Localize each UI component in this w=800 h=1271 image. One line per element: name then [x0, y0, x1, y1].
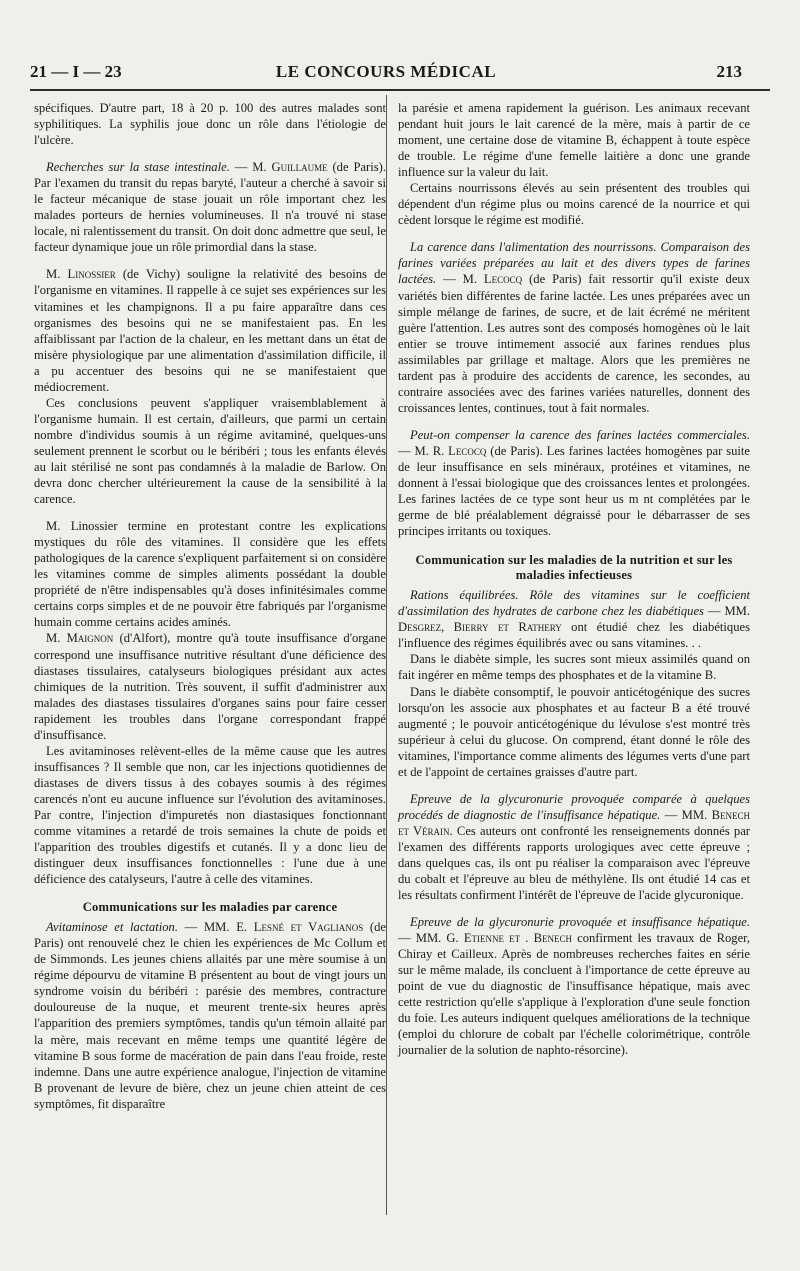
paragraph: Ces conclusions peuvent s'appliquer vraisemblablement à l'organisme humain. Il est certain, d'ailleurs, que parmi un certain nombre d'individus soumis à un régime avitaminé, quelques-uns seulement prennent le scorbut ou le béribéri ; tous les enfants élevés au lait stérilisé ne sont pas condamnés à la maladie de Barlow. On devra donc chercher ultérieurement la cause de la sensibilité à la carence.	[34, 395, 386, 507]
article-title: Avitaminose et lactation.	[46, 920, 178, 935]
article-title: La carence dans l'alimentation des nourrissons. Comparaison des farines variées préparées au lait et des divers types de farines lactées.	[398, 240, 750, 287]
right-column	[398, 100, 750, 1059]
paragraph	[34, 266, 386, 394]
paragraph: Rations équilibrées. Rôle des vitamines sur le coefficient d'assimilation des hydrates de carbone chez les diabétiques — MM. Desgrez, Bierry et Rathery ont étudié chez les diabétiques l'influence des régimes équilibrés avec ou sans vitamines. . .	[398, 588, 750, 651]
article-title: Rations équilibrées. Rôle des vitamines sur le coefficient d'assimilation des hydrates de carbone chez les diabétiques	[398, 588, 750, 619]
article-body: Ces auteurs ont confronté les renseignements donnés par l'examen des différents rapports urologiques avec cette épreuve ; dans quelques cas, ils ont pu réaliser la comparaison avec l'épreuve du cobalt et l'épreuve au bleu de méthylène. Ils ont étudié 14 cas et les résultats confirment l'intérêt de l'épreuve de l'acide glycuronique.	[398, 823, 751, 903]
paragraph: Les avitaminoses relèvent-elles de la même cause que les autres insuffisances ? Il semble que non, car les injections quotidiennes de diastases de divers tissus à des cobayes soumis à des régimes carencés n'ont eu aucune influence sur l'évolution des avitaminoses. Par contre, l'injection d'impuretés non diastasiques fonctionnant comme vitamines a retardé de trois semaines la chute de poids et l'apparition des troubles digestifs et cutanés. Il y a donc lieu de distinguer deux insuffisances fonctionnelles : l'une due à une déficience des catalyseurs, l'autre à celle des vitamines.	[34, 743, 386, 887]
paragraph: Dans le diabète simple, les sucres sont mieux assimilés quand on fait ingérer en même temps des phosphates et de la vitamine B.	[398, 652, 750, 683]
paragraph: Certains nourrissons élevés au sein présentent des troubles qui dépendent d'un régime plus ou moins carencé de la nourrice et qui cèdent lorsque le régime est modifié.	[398, 181, 750, 228]
section-heading: Communications sur les maladies par carence	[82, 900, 338, 915]
paragraph: La carence dans l'alimentation des nourrissons. Comparaison des farines variées préparées au lait et des divers types de farines lactées. — M. Lecocq (de Paris) fait ressortir qu'il existe deux variétés bien différentes de farine lactée. Les unes préparées avec un simple mélange de farines, de sucre, et de lait écrémé ne méritent guère l'attention. Les autres sont des composés homogènes où le lait entier se trouve intimement associé aux farines rendues plus assimilables par grillage et maltage. Alors que les premières ne tardent pas à produire des accidents de carence, les secondes, au contraire associées avec des farines variées naturelles, donnent des croissances lentes, continues, tout à fait normales.	[398, 240, 750, 415]
paragraph: spécifiques. D'autre part, 18 à 20 p. 100 des autres malades sont syphilitiques. La syphilis joue donc un rôle dans l'étiologie de l'ulcère.	[34, 101, 386, 148]
author: MM. Benech et Vérain.	[398, 807, 750, 838]
author: MM. Desgrez, Bierry et Rathery	[398, 604, 750, 635]
header-rule	[30, 89, 770, 91]
column-divider	[386, 95, 387, 1215]
paragraph: Recherches sur la stase intestinale. — M. Guillaume (de Paris). Par l'examen du transit du repas baryté, l'auteur a cherché à savoir si le facteur mécanique de stase jouait un rôle important chez les malades porteurs de hernies volumineuses. Il n'a trouvé ni stase locale, ni ralentissement du transit. On doit donc admettre que seul, le facteur dynamique joue un rôle primordial dans la stase.	[34, 160, 386, 255]
article-body: confirment les travaux de Roger, Chiray et Cailleux. Après de nombreuses recherches faites en série sur le même malade, ils concluent à l'importance de cette épreuve au point de vue du diagnostic de l'insuffisance hépatique, mais avec cette restriction qu'elle s'applique à l'exploration d'une seule fonction du foie. Les auteurs indiquent quelques améliorations de la technique (emploi du chlorure de cobalt par l'échelle colorimétrique, contrôle journalier de la solution de naphto-résorcine).	[398, 931, 751, 1058]
author: M. Lecocq	[462, 272, 523, 287]
article-title: Peut-on compenser la carence des farines lactées commerciales.	[410, 427, 750, 442]
author: M. Maignon	[46, 631, 114, 646]
article-body: (de Paris). Les farines lactées homogènes par suite de leur insuffisance en sels minéraux, protéines et vitamines, ne donnent à l'essai biologique que des croissances lentes et prolongées. Les farines lactées de ce type sont heur us m nt complétées par le germe de blé préalablement dégraissé pour le débarrasser de ses principes irritants ou toxiques.	[398, 443, 750, 539]
article-body: (de Paris). Par l'examen du transit du repas baryté, l'auteur a cherché à savoir si le facteur mécanique de stase jouait un rôle important chez les malades porteurs de hernies volumineuses. Il n'a trouvé ni stase locale, ni ralentissement du transit. On doit donc admettre que seul, le facteur dynamique joue un rôle primordial dans la stase.	[34, 160, 386, 255]
article-title: Epreuve de la glycuronurie provoquée et insuffisance hépatique.	[410, 915, 750, 930]
author: M. Linossier	[46, 267, 116, 282]
article-body: (de Vichy) souligne la relativité des besoins de l'organisme en vitamines. Il rappelle à ce sujet ses expériences sur les vitamines et les champignons. Il a pu faire apparaître dans ces organismes des besoins qui ne se manifestaient pas. En les affaiblissant par l'action de la chaleur, en les mettant dans un état de misère physiologique par une alimentation d'assimilation difficile, il a pu accentuer des besoins qui ne se manifestaient que médiocrement.	[34, 267, 386, 394]
author: MM. E. Lesné et Vaglianos	[203, 920, 364, 935]
paragraph: Epreuve de la glycuronurie provoquée comparée à quelques procédés de diagnostic de l'insuffisance hépatique. — MM. Benech et Vérain. Ces auteurs ont confronté les renseignements donnés par l'examen des différents rapports urologiques avec cette épreuve ; dans quelques cas, ils ont pu réaliser la comparaison avec l'épreuve du cobalt et l'épreuve au bleu de méthylène. Ils ont étudié 14 cas et les résultats confirment l'intérêt de l'épreuve de l'acide glycuronique.	[398, 791, 751, 903]
left-column	[34, 100, 386, 1112]
page-number: 213	[716, 62, 742, 81]
article-body: (de Paris) ont renouvelé chez le chien les expériences de Mc Collum et de Simmonds. Les jeunes chiens allaités par une mère soumise à un régime dépourvu de vitamine B présentent au bout de vingt jours un syndrome voisin du béribéri : parésie des membres, contracture douloureuse de la nuque, et meurent trente-six heures après l'apparition des premiers symptômes, tandis qu'un témoin allaité par la mère, mais recevant en même temps une quantité légère de vitamine B sous forme de macération de pain dans l'eau froide, reste indemne. Dans une autre expérience analogue, l'injection de vitamine B provenant de levure de bière, chez un jeune chien atteint de ces symptômes, fit disparaître	[34, 920, 386, 1111]
paragraph: Peut-on compenser la carence des farines lactées commerciales. — M. R. Lecocq (de Paris). Les farines lactées homogènes par suite de leur insuffisance en sels minéraux, protéines et vitamines, ne donnent à l'essai biologique que des croissances lentes et prolongées. Les farines lactées de ce type sont heur us m nt complétées par le germe de blé préalablement dégraissé pour le débarrasser de ses principes irritants ou toxiques.	[398, 427, 750, 539]
paragraph: la parésie et amena rapidement la guérison. Les animaux recevant pendant huit jours le lait carencé de la mère, mais à partir de ce moment, une certaine dose de vitamine B, échappent à toute espèce de trouble. Le régime d'une femelle laitière a donc une grande influence sur la valeur du lait.	[398, 101, 750, 180]
article-title: Recherches sur la stase intestinale.	[46, 160, 230, 175]
article-body: (de Paris) fait ressortir qu'il existe deux variétés bien différentes de farine lactée. Les unes préparées avec un simple mélange de farines, de sucre, et de lait écrémé ne méritent guère l'attention. Les autres sont des composés homogènes où le lait entier se trouve intimement associé aux farines rendues plus assimilables par grillage et maltage. Alors que les premières ne tardent pas à produire des accidents de carence, les secondes, au contraire associées avec des farines variées naturelles, donnent des croissances lentes, continues, tout à fait normales.	[398, 272, 750, 415]
author: MM. G. Etienne et . Benech	[415, 931, 572, 946]
paragraph: Epreuve de la glycuronurie provoquée et insuffisance hépatique. — MM. G. Etienne et . Benech confirment les travaux de Roger, Chiray et Cailleux. Après de nombreuses recherches faites en série sur le même malade, ils concluent à l'importance de cette épreuve au point de vue du diagnostic de l'insuffisance hépatique, mais avec cette restriction qu'elle s'applique à l'exploration d'une seule fonction du foie. Les auteurs indiquent quelques améliorations de la technique (emploi du chlorure de cobalt par l'échelle colorimétrique, contrôle journalier de la solution de naphto-résorcine).	[398, 915, 751, 1058]
page-header	[30, 62, 742, 86]
author: M. R. Lecocq	[414, 443, 487, 458]
article-title: Epreuve de la glycuronurie provoquée comparée à quelques procédés de diagnostic de l'insuffisance hépatique.	[398, 791, 750, 822]
paragraph: Avitaminose et lactation. — MM. E. Lesné et Vaglianos (de Paris) ont renouvelé chez le chien les expériences de Mc Collum et de Simmonds. Les jeunes chiens allaités par une mère soumise à un régime dépourvu de vitamine B présentent au bout de vingt jours un syndrome voisin du béribéri : parésie des membres, contracture douloureuse de la nuque, et meurent trente-six heures après l'apparition des premiers symptômes, tandis qu'un témoin allaité par la mère, mais recevant en même temps une quantité légère de vitamine B sous forme de macération de pain dans l'eau froide, reste indemne. Dans une autre expérience analogue, l'injection de vitamine B provenant de levure de bière, chez un jeune chien atteint de ces symptômes, fit disparaître	[34, 920, 386, 1111]
journal-title: LE CONCOURS MÉDICAL	[275, 62, 497, 81]
article-body: ont étudié chez les diabétiques l'influence des régimes équilibrés avec ou sans vitamines. . .	[398, 620, 750, 651]
article-body: (d'Alfort), montre qu'à toute insuffisance d'organe correspond une insuffisance nutritive résultant d'une déficience des diastases tissulaires, catalyseurs biologiques présidant aux actes chimiques de la nutrition. Très souvent, il suffit d'administrer aux malades des diastases tissulaires d'organes sains pour faire cesser rapidement les troubles dans l'organe correspondant frappé d'insuffisance.	[34, 631, 387, 742]
issue-number: 21 — I — 23	[30, 62, 122, 81]
paragraph: Dans le diabète consomptif, le pouvoir anticétogénique des sucres lorsqu'on les associe aux phosphates et au facteur B a été trouvé augmenté ; le pouvoir anticétogénique du lévulose s'est montré très supérieur à celui du glucose. On comprend, étant donné le rôle des vitamines, l'importance comme aliments des légumes verts d'une part et de l'appoint de certaines graisses d'autre part.	[398, 684, 750, 779]
paragraph	[34, 630, 386, 742]
paragraph: M. Linossier termine en protestant contre les explications mystiques du rôle des vitamines. Il considère que les effets pathologiques de la carence s'expliquent parfaitement si on considère les vitamines comme de simples aliments possédant la double propriété de n'être indispensables qu'à doses infinitésimales comme certains corps simples et de ne pouvoir être fabriqués par l'organisme humain comme certains acides aminés.	[34, 519, 386, 630]
author: M. Guillaume	[252, 160, 328, 175]
section-heading: Communication sur les maladies de la nutrition et sur les maladies infectieuses	[415, 553, 733, 583]
